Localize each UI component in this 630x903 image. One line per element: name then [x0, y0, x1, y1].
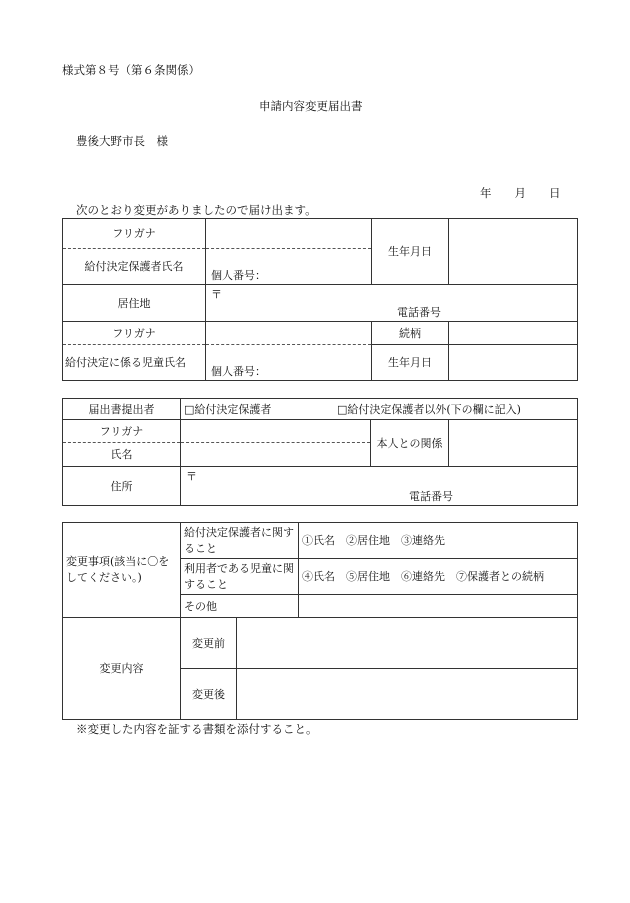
guardian-birthdate-label: 生年月日 — [372, 219, 449, 285]
submitter-phone-label: 電話番号 — [409, 490, 453, 503]
submitter-address-field[interactable] — [181, 467, 578, 506]
child-furigana-field[interactable] — [206, 322, 372, 345]
after-label: 変更後 — [181, 669, 237, 720]
change-items-label: 変更事項(該当に〇をしてください。) — [63, 523, 181, 618]
intro-text: 次のとおり変更がありましたので届け出ます。 — [76, 203, 317, 217]
submitter-name-field[interactable] — [181, 443, 371, 467]
submitter-address-label: 住所 — [63, 467, 181, 506]
guardian-name-label: 給付決定保護者氏名 — [63, 249, 206, 285]
date-labels: 年 月 日 — [480, 186, 561, 200]
guardian-address-label: 居住地 — [63, 285, 206, 322]
form-title: 申請内容変更届出書 — [259, 99, 363, 113]
before-label: 変更前 — [181, 618, 237, 669]
submitter-postal-mark: 〒 — [186, 470, 197, 483]
submitter-furigana-label: フリガナ — [63, 420, 181, 443]
before-field[interactable] — [237, 618, 578, 669]
submitter-label: 届出書提出者 — [63, 399, 181, 420]
submitter-relation-label: 本人との関係 — [371, 420, 449, 467]
guardian-personal-number-label: 個人番号： — [211, 269, 266, 282]
child-birthdate-label: 生年月日 — [372, 345, 449, 381]
change-content-label: 変更内容 — [63, 618, 181, 720]
guardian-change-options[interactable]: ①氏名 ②居住地 ③連絡先 — [299, 523, 578, 559]
child-change-row-label: 利用者である児童に関すること — [181, 559, 299, 595]
other-change-label: その他 — [181, 595, 299, 618]
guardian-address-field[interactable] — [206, 285, 578, 322]
other-change-field[interactable] — [299, 595, 578, 618]
child-relation-field[interactable] — [449, 322, 578, 345]
guardian-child-table — [62, 218, 578, 381]
submitter-option-guardian[interactable]: □給付決定保護者 — [184, 403, 272, 416]
submitter-options — [181, 399, 578, 420]
submitter-table — [62, 398, 578, 506]
guardian-postal-mark: 〒 — [211, 288, 222, 301]
guardian-furigana-label: フリガナ — [63, 219, 206, 249]
submitter-name-label: 氏名 — [63, 443, 181, 467]
guardian-furigana-field[interactable] — [206, 219, 372, 249]
after-field[interactable] — [237, 669, 578, 720]
child-birthdate-field[interactable] — [449, 345, 578, 381]
guardian-birthdate-field[interactable] — [449, 219, 578, 285]
footer-note: ※変更した内容を証する書類を添付すること。 — [76, 722, 318, 736]
form-number: 様式第８号（第６条関係） — [62, 63, 200, 77]
changes-table — [62, 522, 578, 720]
child-personal-number-label: 個人番号： — [211, 365, 266, 378]
child-change-options[interactable]: ④氏名 ⑤居住地 ⑥連絡先 ⑦保護者との続柄 — [299, 559, 578, 595]
submitter-furigana-field[interactable] — [181, 420, 371, 443]
child-furigana-label: フリガナ — [63, 322, 206, 345]
guardian-name-field[interactable] — [206, 249, 372, 285]
submitter-relation-field[interactable] — [449, 420, 578, 467]
child-relation-label: 続柄 — [372, 322, 449, 345]
guardian-change-row-label: 給付決定保護者に関すること — [181, 523, 299, 559]
submitter-option-other[interactable]: □給付決定保護者以外(下の欄に記入) — [337, 403, 521, 416]
addressee: 豊後大野市長 様 — [76, 134, 168, 148]
child-name-label: 給付決定に係る児童氏名 — [63, 345, 206, 381]
child-name-field[interactable] — [206, 345, 372, 381]
guardian-phone-label: 電話番号 — [397, 306, 441, 319]
